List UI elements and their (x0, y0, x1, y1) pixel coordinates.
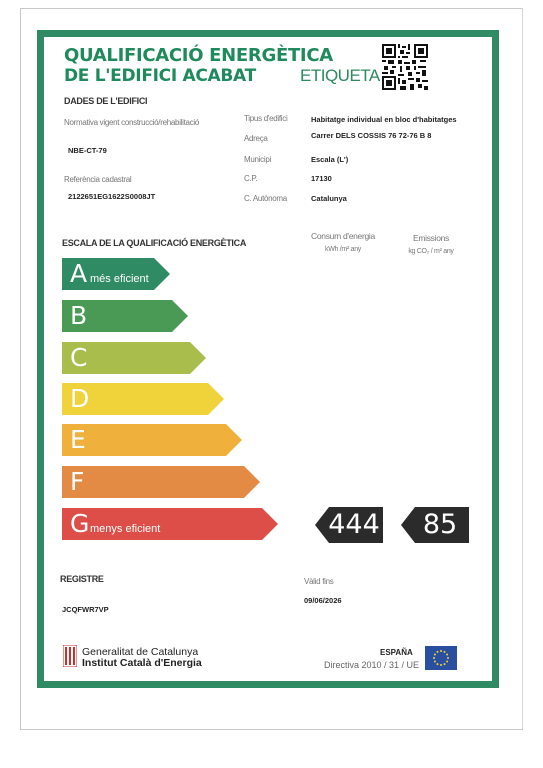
valid-label: Vàlid fins (304, 577, 334, 586)
municipi-label: Municipi (244, 155, 271, 164)
country-label: ESPAÑA (380, 648, 413, 657)
valid-value: 09/06/2026 (304, 596, 342, 605)
bar-a-caption: més eficient (90, 273, 149, 285)
page-edge-top (20, 8, 523, 9)
autonoma-value: Catalunya (311, 194, 347, 203)
directive-label: Directiva 2010 / 31 / UE (324, 660, 420, 670)
bar-g-letter: G (70, 509, 90, 538)
scale-title: ESCALA DE LA QUALIFICACIÓ ENERGÈTICA (62, 238, 247, 248)
consum-label: Consum d'energia (311, 231, 375, 241)
etiqueta-label: ETIQUETA (300, 66, 380, 85)
page-edge-bottom (20, 729, 523, 730)
bar-b-letter: B (70, 301, 88, 330)
bar-a-letter: A (70, 259, 88, 288)
referencia-label: Referència cadastral (64, 175, 132, 184)
tipus-value: Habitatge individual en bloc d'habitatges (311, 115, 457, 124)
qr-code (382, 44, 428, 90)
tipus-label: Tipus d'edifici (244, 114, 288, 123)
autonoma-label: C. Autònoma (244, 194, 287, 203)
emissions-value: 85 (422, 509, 458, 540)
bar-g-caption: menys eficient (90, 523, 161, 535)
title-line-1: QUALIFICACIÓ ENERGÈTICA (64, 45, 333, 66)
title-line-2: DE L'EDIFICI ACABAT (64, 66, 256, 86)
normativa-label: Normativa vigent construcció/rehabilitació (64, 118, 200, 127)
emissions-label: Emissions (412, 233, 450, 243)
bar-e-shape (62, 424, 244, 456)
bar-f-letter: F (70, 467, 85, 496)
registre-value: JCQFWR7VP (62, 605, 109, 614)
municipi-value: Escala (L') (311, 155, 349, 164)
referencia-value: 2122651EG1622S0008JT (68, 192, 156, 201)
bar-f-shape (62, 466, 262, 498)
page-edge-right (522, 8, 523, 730)
consum-header (306, 230, 380, 256)
bar-c-letter: C (70, 343, 88, 372)
org-line-2: Institut Català d'Energia (82, 657, 202, 669)
consum-value: 444 (328, 509, 380, 540)
adreca-value: Carrer DELS COSSIS 76 72-76 B 8 (311, 131, 432, 140)
emissions-rating-badge (401, 507, 469, 543)
generalitat-logo (63, 645, 77, 667)
emissions-unit: kg CO₂ / m² any (408, 248, 454, 255)
building-section-title: DADES DE L'EDIFICI (64, 96, 148, 106)
label-title (64, 46, 333, 86)
bar-e-letter: E (70, 425, 86, 454)
cp-value: 17130 (311, 174, 332, 183)
emissions-header (396, 232, 466, 258)
registre-label: REGISTRE (60, 574, 104, 584)
eu-flag-icon (425, 646, 457, 670)
adreca-label: Adreça (244, 134, 268, 143)
cp-label: C.P. (244, 174, 258, 183)
consum-unit: kWh /m² any (325, 246, 361, 253)
page-edge-left (20, 8, 21, 730)
normativa-value: NBE-CT-79 (68, 146, 107, 155)
consum-rating-badge (315, 507, 383, 543)
org-line-1: Generalitat de Catalunya (82, 646, 199, 658)
bar-d-letter: D (70, 384, 90, 413)
